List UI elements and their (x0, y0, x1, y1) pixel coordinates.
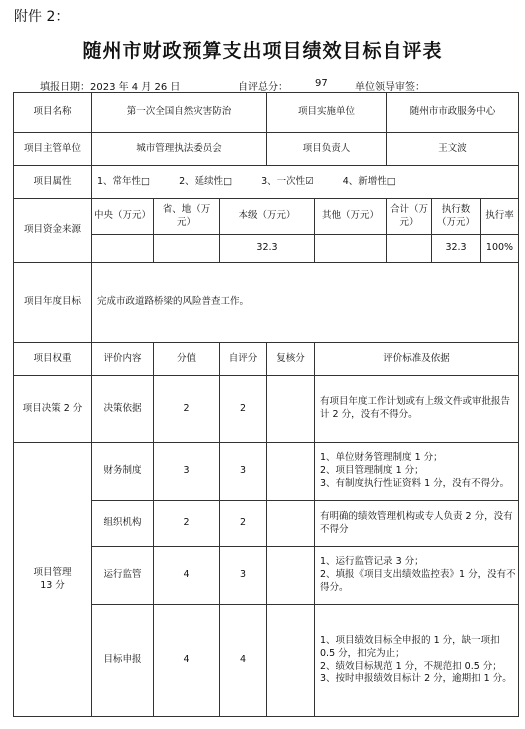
fund-col-executed: 执行数（万元） (432, 199, 481, 235)
fund-val-province (154, 235, 220, 263)
eval-review-score (267, 376, 315, 443)
eval-self-score: 3 (220, 547, 267, 605)
fund-col-rate: 执行率 (481, 199, 519, 235)
criteria-line: 1、单位财务管理制度 1 分； (320, 452, 443, 464)
fund-col-local: 本级（万元） (220, 199, 315, 235)
fund-val-other (315, 235, 387, 263)
eval-self-score: 3 (220, 443, 267, 501)
attr-option: 3、一次性☑ (261, 175, 314, 187)
criteria-line: 2、填报《项目支出绩效监控表》1 分，没有不得分。 (320, 569, 516, 593)
fund-val-local: 32.3 (220, 235, 315, 263)
eval-criteria (315, 547, 519, 605)
project-name-value: 第一次全国自然灾害防治 (92, 93, 267, 133)
eval-header-review: 复核分 (267, 343, 315, 376)
fund-col-central: 中央（万元） (92, 199, 154, 235)
eval-self-score: 2 (220, 501, 267, 547)
attr-option: 2、延续性□ (179, 175, 233, 187)
eval-header-criteria: 评价标准及依据 (315, 343, 519, 376)
group-decision-label: 项目决策 2 分 (14, 376, 92, 443)
eval-header-weight: 项目权重 (14, 343, 92, 376)
impl-unit-value: 随州市市政服务中心 (387, 93, 519, 133)
eval-header-score: 分值 (154, 343, 220, 376)
eval-score: 4 (154, 547, 220, 605)
attr-option: 4、新增性□ (342, 175, 396, 187)
page-title: 随州市财政预算支出项目绩效目标自评表 (82, 40, 443, 62)
criteria-line: 有明确的绩效管理机构或专人负责 2 分，没有不得分 (320, 510, 513, 535)
eval-header-self: 自评分 (220, 343, 267, 376)
attachment-label: 附件 2： (14, 9, 70, 25)
eval-review-score (267, 547, 315, 605)
eval-review-score (267, 443, 315, 501)
criteria-line: 2、绩效目标规范 1 分，不规范扣 0.5 分； (320, 660, 502, 672)
eval-header-content: 评价内容 (92, 343, 154, 376)
annual-goal-value: 完成市政道路桥梁的风险普查工作。 (92, 263, 519, 343)
group-management-line1: 项目管理 (33, 566, 72, 578)
attr-label: 项目属性 (14, 166, 92, 199)
eval-score: 2 (154, 376, 220, 443)
eval-content: 财务制度 (92, 443, 154, 501)
group-management-label (14, 443, 92, 717)
criteria-line: 1、运行监管记录 3 分； (320, 556, 424, 568)
self-evaluation-table (13, 92, 519, 717)
row-supervisor (14, 133, 519, 166)
fund-col-total: 合计（万元） (387, 199, 432, 235)
eval-review-score (267, 605, 315, 717)
fund-col-province: 省、地（万元） (154, 199, 220, 235)
eval-criteria (315, 443, 519, 501)
row-annual-goal (14, 263, 519, 343)
eval-self-score: 2 (220, 376, 267, 443)
attr-option: 1、常年性□ (97, 175, 151, 187)
total-score-label: 自评总分： (238, 82, 288, 93)
leader-value: 王文波 (387, 133, 519, 166)
project-name-label: 项目名称 (14, 93, 92, 133)
table-row (14, 443, 519, 501)
row-attributes (14, 166, 519, 199)
row-fund-headers (14, 199, 519, 235)
supervisor-value: 城市管理执法委员会 (92, 133, 267, 166)
supervisor-label: 项目主管单位 (14, 133, 92, 166)
criteria-line: 1、项目绩效目标全申报的 1 分，缺一项扣 0.5 分，扣完为止； (320, 634, 500, 659)
criteria-line: 3、按时申报绩效目标计 2 分，逾期扣 1 分。 (320, 673, 512, 685)
eval-review-score (267, 501, 315, 547)
eval-content: 决策依据 (92, 376, 154, 443)
row-project-name (14, 93, 519, 133)
eval-criteria (315, 605, 519, 717)
eval-content: 目标申报 (92, 605, 154, 717)
leader-sign-label: 单位领导审签： (355, 82, 425, 93)
leader-label: 项目负责人 (267, 133, 387, 166)
eval-score: 3 (154, 443, 220, 501)
fund-col-other: 其他（万元） (315, 199, 387, 235)
impl-unit-label: 项目实施单位 (267, 93, 387, 133)
eval-self-score: 4 (220, 605, 267, 717)
eval-content: 运行监管 (92, 547, 154, 605)
fund-val-total (387, 235, 432, 263)
fund-val-rate: 100% (481, 235, 519, 263)
annual-goal-label: 项目年度目标 (14, 263, 92, 343)
eval-criteria (315, 501, 519, 547)
fund-val-central (92, 235, 154, 263)
eval-score: 2 (154, 501, 220, 547)
criteria-line: 有项目年度工作计划或有上级文件或审批报告计 2 分，没有不得分。 (320, 396, 511, 420)
attr-options (92, 166, 519, 199)
fill-date: 填报日期：2023 年 4 月 26 日 (40, 82, 181, 93)
criteria-line: 3、有制度执行性证资料 1 分，没有不得分。 (320, 477, 510, 489)
criteria-line: 2、项目管理制度 1 分； (320, 465, 424, 477)
total-score-value: 97 (315, 78, 328, 89)
eval-score: 4 (154, 605, 220, 717)
table-row (14, 376, 519, 443)
group-management-line2: 13 分 (40, 579, 65, 591)
fund-val-executed: 32.3 (432, 235, 481, 263)
eval-criteria (315, 376, 519, 443)
row-eval-headers (14, 343, 519, 376)
eval-content: 组织机构 (92, 501, 154, 547)
fund-label: 项目资金来源 (14, 199, 92, 263)
